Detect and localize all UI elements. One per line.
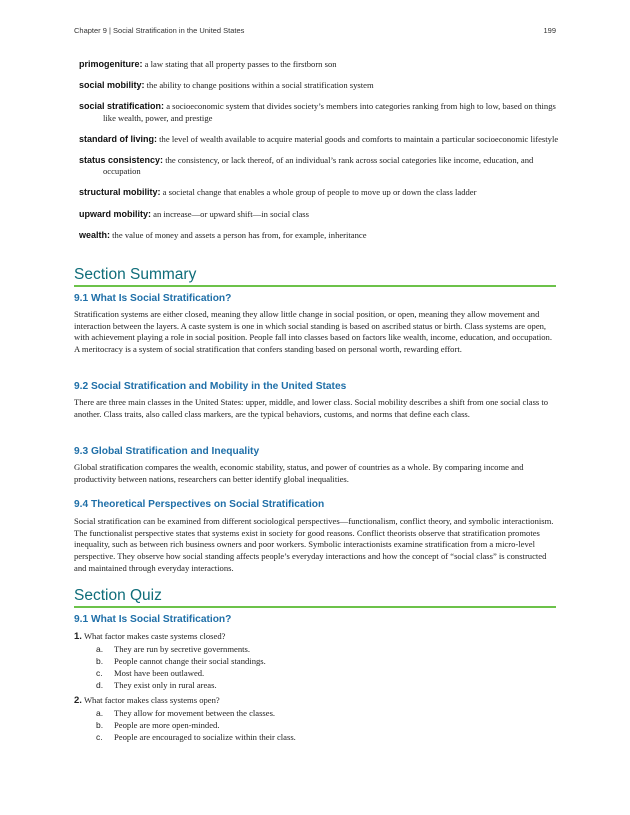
glossary-term: primogeniture: xyxy=(79,59,143,69)
quiz-question xyxy=(74,694,556,743)
option-text: They exist only in rural areas. xyxy=(114,680,217,690)
answer-option xyxy=(74,731,556,743)
glossary-entry xyxy=(79,59,559,71)
answer-options xyxy=(74,707,556,743)
option-letter: a. xyxy=(96,644,104,654)
glossary-definition: the value of money and assets a person has from, for example, inheritance xyxy=(112,229,367,240)
glossary-term: wealth: xyxy=(79,229,111,240)
option-text: People are more open-minded. xyxy=(114,720,220,730)
answer-option xyxy=(74,679,556,691)
quiz-heading-9-1: 9.1 What Is Social Stratification? xyxy=(74,614,232,625)
glossary-entry xyxy=(79,134,559,146)
summary-heading-9-2: 9.2 Social Stratification and Mobility in the United States xyxy=(74,381,347,392)
summary-heading-9-1: 9.1 What Is Social Stratification? xyxy=(74,293,232,304)
answer-option xyxy=(74,643,556,655)
glossary-term: structural mobility: xyxy=(79,187,161,198)
question-text: What factor makes caste systems closed? xyxy=(83,631,226,641)
answer-option xyxy=(74,719,556,731)
answer-options xyxy=(74,643,556,691)
answer-option xyxy=(74,667,556,679)
option-text: People are encouraged to socialize within their class. xyxy=(114,732,296,742)
summary-heading-9-3: 9.3 Global Stratification and Inequality xyxy=(74,446,260,457)
option-letter: a. xyxy=(96,708,104,718)
summary-text-9-3: Global stratification compares the wealth, economic stability, status, and power of countries as a whole. By comparing income and productivity between nations, researchers can better identify global inequalities. xyxy=(74,462,524,484)
glossary-definition: the level of wealth available to acquire material goods and comforts to maintain a particular socioeconomic lifestyle xyxy=(159,133,559,144)
glossary-entry xyxy=(79,80,559,92)
summary-text-9-4: Social stratification can be examined from different sociological perspectives—functionalism, conflict theory, and symbolic interactionism. The functionalist perspective states that systems exist in society for good reasons. Conflict theorists observe that stratification promotes inequality, such as between rich business owners and poor workers. Symbolic interactionists examine stratification from a micro-level perspective. They observe how social standing affects people’s everyday interactions and how the concept of “social class” is constructed and maintained through everyday interactions. xyxy=(74,516,554,573)
option-letter: b. xyxy=(96,720,104,730)
glossary-entry xyxy=(79,230,559,242)
quiz-question xyxy=(74,630,556,691)
summary-text-9-2: There are three main classes in the United States: upper, middle, and lower class. Social mobility describes a shift from one social class to another. Class traits, also called class markers, are the typical behaviors, customs, and norms that define each class. xyxy=(74,397,549,419)
page-header xyxy=(74,26,556,35)
page-number: 199 xyxy=(543,26,556,35)
section-summary-title: Section Summary xyxy=(74,266,556,287)
glossary-term: status consistency: xyxy=(79,154,164,165)
glossary-term: upward mobility: xyxy=(79,208,151,219)
option-letter: d. xyxy=(96,680,104,690)
answer-option xyxy=(74,655,556,667)
glossary-definition: an increase—or upward shift—in social class xyxy=(153,208,309,219)
summary-heading-9-4: 9.4 Theoretical Perspectives on Social Stratification xyxy=(74,499,325,510)
glossary-definition: a law stating that all property passes to the firstborn son xyxy=(144,59,337,69)
option-text: Most have been outlawed. xyxy=(114,668,205,678)
option-letter: c. xyxy=(96,668,103,678)
glossary-definition: a socioeconomic system that divides society’s members into categories ranking from high to low, based on things like wealth, power, and prestige xyxy=(103,101,556,123)
glossary-list xyxy=(79,59,559,251)
option-text: People cannot change their social standings. xyxy=(114,656,266,666)
glossary-entry xyxy=(79,187,559,199)
option-letter: c. xyxy=(96,732,103,742)
option-text: They are run by secretive governments. xyxy=(114,644,251,654)
glossary-entry xyxy=(79,155,559,178)
question-text: What factor makes class systems open? xyxy=(83,695,220,705)
glossary-definition: the consistency, or lack thereof, of an individual’s rank across social categories like income, education, and occupation xyxy=(103,154,534,177)
glossary-entry xyxy=(79,101,559,124)
answer-option xyxy=(74,707,556,719)
glossary-term: social stratification: xyxy=(79,101,165,112)
summary-text-9-1: Stratification systems are either closed, meaning they allow little change in social position, or open, meaning they allow movement and interaction between the layers. A caste system is one in which social standing is based on ascribed status or birth. Class systems are open, with achievement playing a role in social position. People fall into classes based on factors like wealth, income, education, and occupation. A meritocracy is a system of social stratification that confers standing based on personal worth, rewarding effort. xyxy=(74,309,553,355)
glossary-definition: a societal change that enables a whole group of people to move up or down the class ladder xyxy=(162,187,477,198)
option-letter: b. xyxy=(96,656,104,666)
question-number: 1. xyxy=(74,631,82,642)
glossary-entry xyxy=(79,209,559,221)
glossary-term: social mobility: xyxy=(79,80,145,91)
glossary-definition: the ability to change positions within a social stratification system xyxy=(146,80,374,91)
question-number: 2. xyxy=(74,695,82,706)
option-text: They allow for movement between the classes. xyxy=(114,708,276,718)
section-quiz-title: Section Quiz xyxy=(74,587,556,608)
chapter-title: Chapter 9 | Social Stratification in the United States xyxy=(74,26,245,35)
glossary-term: standard of living: xyxy=(79,133,158,144)
